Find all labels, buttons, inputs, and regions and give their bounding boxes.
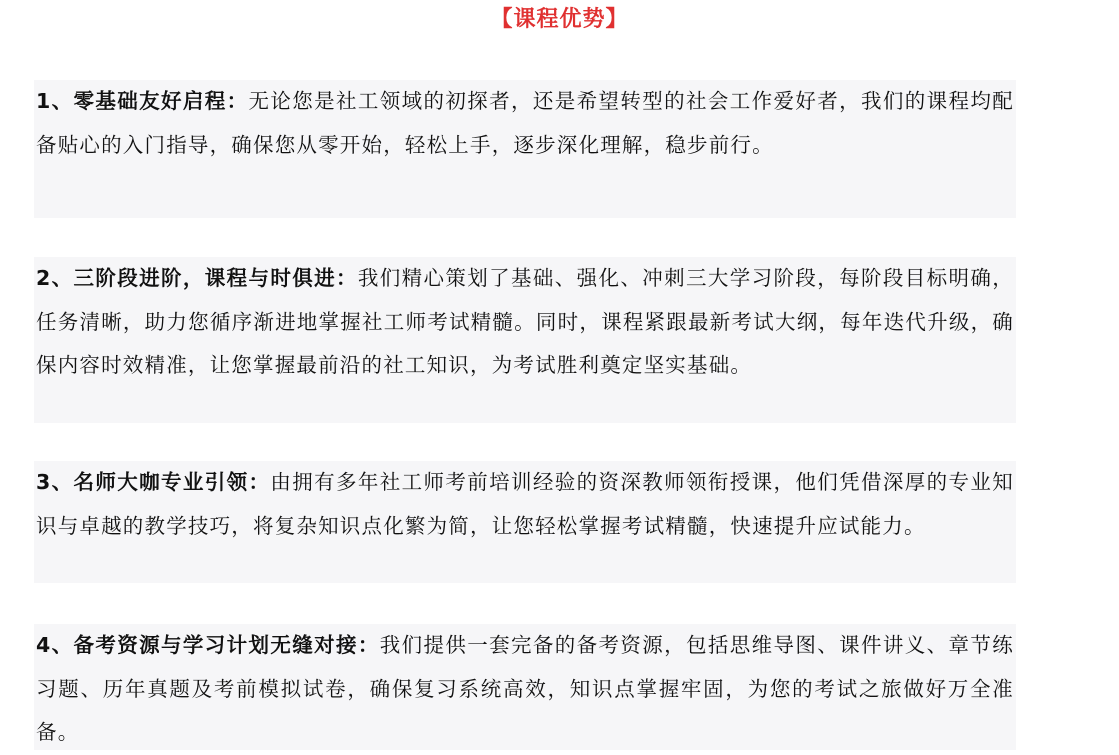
section-body: 我们精心策划了基础、强化、冲刺三大学习阶段，每阶段目标明确，任务清晰，助力您循序渐进地掌握社工师考试精髓。同时，课程紧跟最新考试大纲，每年迭代升级，确保内容时效精准，让您掌握最前沿的社工知识，为考试胜利奠定坚实基础。 — [36, 266, 1015, 377]
advantage-section-2 — [34, 257, 1016, 423]
section-heading: 1、零基础友好启程： — [36, 89, 249, 113]
section-body: 我们提供一套完备的备考资源，包括思维导图、课件讲义、章节练习题、历年真题及考前模拟试卷，确保复习系统高效，知识点掌握牢固，为您的考试之旅做好万全准备。 — [36, 633, 1014, 744]
section-body: 无论您是社工领域的初探者，还是希望转型的社会工作爱好者，我们的课程均配备贴心的入门指导，确保您从零开始，轻松上手，逐步深化理解，稳步前行。 — [36, 89, 1015, 157]
section-heading: 3、名师大咖专业引领： — [36, 470, 271, 494]
advantage-section-3 — [34, 461, 1016, 583]
section-body: 由拥有多年社工师考前培训经验的资深教师领衔授课，他们凭借深厚的专业知识与卓越的教学技巧，将复杂知识点化繁为简，让您轻松掌握考试精髓，快速提升应试能力。 — [36, 470, 1014, 538]
section-heading: 2、三阶段进阶，课程与时俱进： — [36, 266, 358, 290]
advantage-section-4 — [34, 624, 1016, 750]
advantage-section-1 — [34, 80, 1016, 218]
section-heading: 4、备考资源与学习计划无缝对接： — [36, 633, 380, 657]
page-title: 【课程优势】 — [490, 7, 629, 32]
